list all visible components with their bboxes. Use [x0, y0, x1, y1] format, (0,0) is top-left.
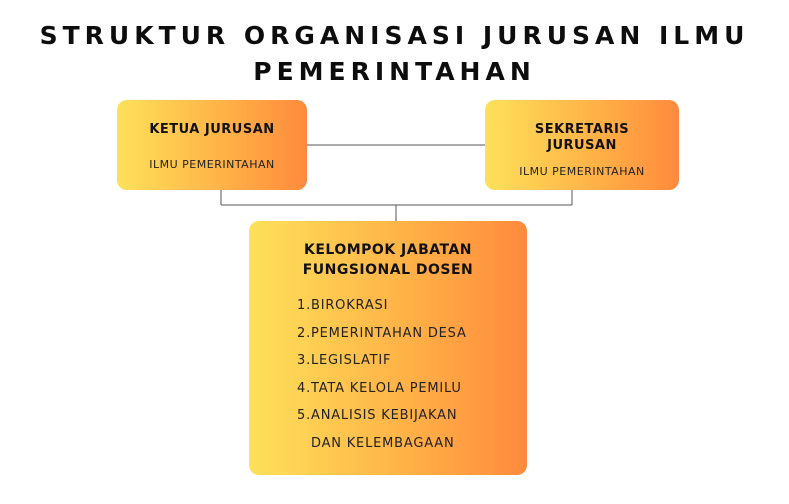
- list-item-continuation-text: DAN KELEMBAGAAN: [311, 435, 455, 451]
- sekretaris-jurusan-box: [485, 100, 679, 190]
- list-item-text: ANALISIS KEBIJAKAN: [311, 408, 458, 423]
- title-line-1: STRUKTUR ORGANISASI JURUSAN ILMU: [39, 21, 750, 50]
- ketua-subtitle: ILMU PEMERINTAHAN: [149, 158, 275, 171]
- list-item: [297, 292, 467, 320]
- list-item-text: TATA KELOLA PEMILU: [311, 380, 462, 396]
- list-item: [297, 375, 467, 403]
- sekretaris-title: [485, 122, 679, 154]
- kelompok-list: [297, 292, 467, 457]
- list-item-number: 2.: [297, 325, 312, 341]
- ketua-jurusan-box: [117, 100, 307, 190]
- kelompok-jabatan-box: [249, 221, 527, 475]
- list-item-text: PEMERINTAHAN DESA: [311, 325, 467, 341]
- list-item: [297, 347, 467, 375]
- list-item-number: 4.: [297, 380, 312, 396]
- sekretaris-title-line-1: SEKRETARIS: [534, 122, 630, 137]
- list-item-number: 5.: [297, 408, 312, 423]
- list-item-number: 3.: [297, 353, 312, 368]
- sekretaris-subtitle: ILMU PEMERINTAHAN: [519, 165, 645, 178]
- list-item-text: LEGISLATIF: [311, 353, 392, 368]
- list-item: [297, 402, 467, 430]
- list-item-text: BIROKRASI: [311, 298, 389, 313]
- kelompok-title: [249, 240, 527, 280]
- list-item-number: 1.: [297, 298, 312, 313]
- list-item: [297, 320, 467, 348]
- list-item-continuation: [297, 430, 467, 458]
- ketua-title: KETUA JURUSAN: [149, 122, 275, 137]
- kelompok-title-line-1: KELOMPOK JABATAN: [303, 242, 473, 258]
- title-line-2: PEMERINTAHAN: [253, 57, 536, 86]
- kelompok-title-line-2: FUNGSIONAL DOSEN: [302, 262, 474, 278]
- sekretaris-title-line-2: JURUSAN: [547, 138, 617, 153]
